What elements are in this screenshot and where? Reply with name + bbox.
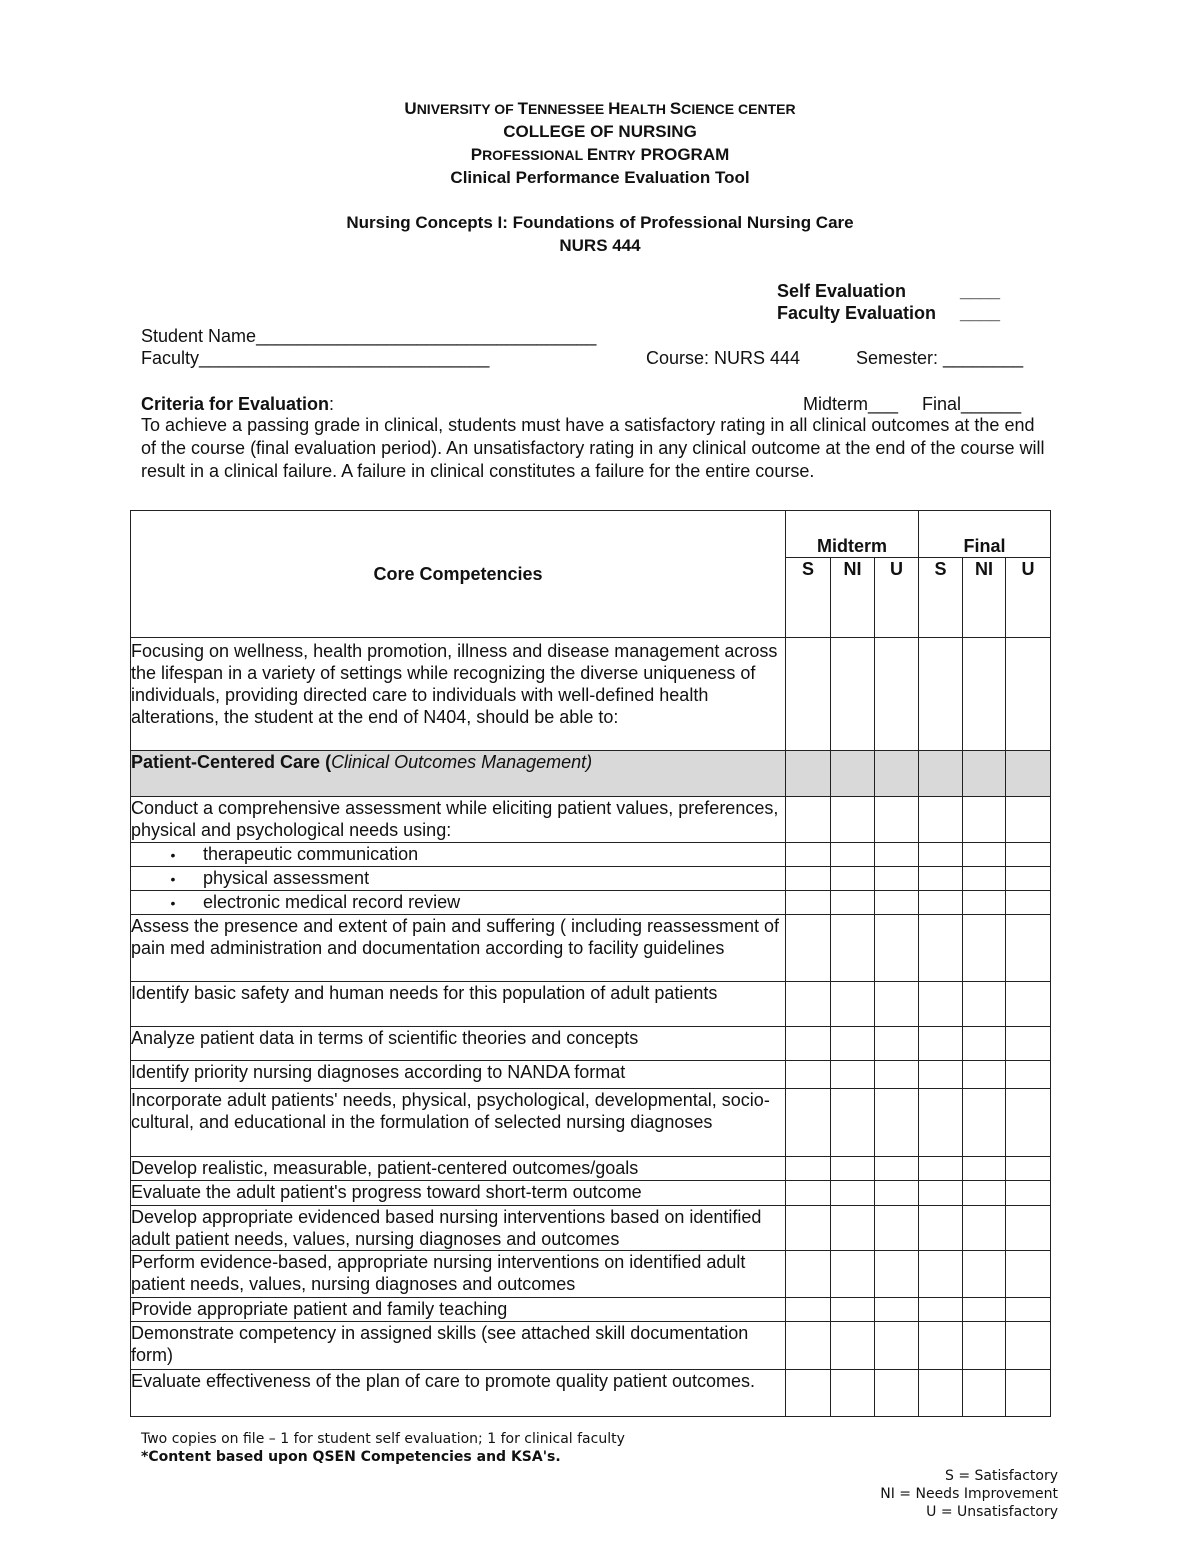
rating-cell[interactable] (786, 843, 831, 867)
rating-cell[interactable] (786, 1322, 831, 1370)
competency-text: Conduct a comprehensive assessment while eliciting patient values, preferences, physical and psychological needs using: (131, 797, 786, 843)
rating-cell[interactable] (1006, 1370, 1051, 1417)
bullet-icon: • (170, 895, 176, 911)
rating-cell[interactable] (1006, 867, 1051, 891)
table-header-row (131, 511, 1051, 558)
final-s-header: S (919, 558, 963, 638)
bullet-icon: • (170, 847, 176, 863)
competency-row (131, 1251, 1051, 1298)
competency-row (131, 982, 1051, 1027)
rating-cell[interactable] (786, 1206, 831, 1251)
univ-initial-t: T (517, 99, 528, 118)
competency-text: Provide appropriate patient and family teaching (131, 1298, 786, 1322)
competency-text: Analyze patient data in terms of scientific theories and concepts (131, 1027, 786, 1061)
shaded-cell (786, 751, 831, 797)
competency-row (131, 797, 1051, 843)
prog-initial-e: E (586, 145, 599, 164)
rating-cell[interactable] (1006, 1206, 1051, 1251)
rating-cell[interactable] (1006, 1298, 1051, 1322)
rating-cell[interactable] (919, 797, 963, 843)
rating-cell[interactable] (963, 867, 1006, 891)
rating-cell[interactable] (1006, 1181, 1051, 1206)
competency-text (131, 867, 786, 891)
rating-cell[interactable] (919, 1061, 963, 1089)
rating-cell[interactable] (919, 915, 963, 982)
criteria-label: Criteria for Evaluation (141, 394, 330, 414)
rating-cell[interactable] (786, 982, 831, 1027)
rating-cell[interactable] (919, 843, 963, 867)
college-name: COLLEGE OF NURSING (503, 122, 697, 141)
competency-text (131, 843, 786, 867)
final-header: Final (919, 511, 1051, 558)
rating-cell[interactable] (919, 1157, 963, 1181)
criteria-text: To achieve a passing grade in clinical, students must have a satisfactory rating in all clinical outcomes at the end of the course (final evaluation period). An unsatisfactory rating in any clinical outcome at the end of the course will result in a clinical failure. A failure in clinical constitutes a failure for the entire course. (141, 415, 1045, 481)
rating-cell[interactable] (875, 1157, 919, 1181)
rating-cell[interactable] (875, 1206, 919, 1251)
rating-cell[interactable] (919, 982, 963, 1027)
rating-cell[interactable] (786, 1157, 831, 1181)
competencies-table (130, 510, 1051, 1417)
univ-part-2: ENNESSEE (527, 101, 609, 117)
rating-cell[interactable] (875, 1181, 919, 1206)
legend-satisfactory: S = Satisfactory (945, 1468, 1058, 1484)
rating-cell[interactable] (919, 1322, 963, 1370)
rating-cell[interactable] (1006, 1251, 1051, 1298)
rating-cell[interactable] (875, 1089, 919, 1157)
faculty-field[interactable]: Faculty_____________________________ (141, 348, 490, 368)
rating-cell[interactable] (831, 1181, 875, 1206)
rating-cell[interactable] (963, 1157, 1006, 1181)
criteria-colon: : (329, 394, 335, 414)
rating-cell[interactable] (831, 982, 875, 1027)
rating-cell[interactable] (1006, 1027, 1051, 1061)
course-title: Nursing Concepts I: Foundations of Professional Nursing Care (346, 213, 854, 232)
rating-cell[interactable] (963, 915, 1006, 982)
faculty-evaluation-blank[interactable]: ____ (960, 303, 1001, 323)
competency-text: Demonstrate competency in assigned skills (see attached skill documentation form) (131, 1322, 786, 1370)
rating-cell[interactable] (1006, 843, 1051, 867)
intro-row (131, 638, 1051, 751)
competency-row (131, 1322, 1051, 1370)
tool-title: Clinical Performance Evaluation Tool (450, 168, 750, 187)
rating-cell[interactable] (831, 797, 875, 843)
prog-initial-p: P (470, 145, 483, 164)
rating-cell[interactable] (786, 638, 831, 751)
rating-cell[interactable] (831, 638, 875, 751)
univ-initial-u: U (404, 99, 417, 118)
univ-part-1: NIVERSITY OF (416, 101, 518, 117)
competency-label: electronic medical record review (203, 892, 461, 912)
rating-cell[interactable] (786, 1027, 831, 1061)
univ-part-4: CIENCE CENTER (681, 101, 796, 117)
self-evaluation-blank[interactable]: ____ (960, 281, 1001, 301)
rating-cell[interactable] (963, 1089, 1006, 1157)
rating-cell[interactable] (831, 867, 875, 891)
competency-text: Evaluate effectiveness of the plan of care to promote quality patient outcomes. (131, 1370, 786, 1417)
copies-note: Two copies on file – 1 for student self evaluation; 1 for clinical faculty (141, 1431, 625, 1447)
rating-cell[interactable] (919, 638, 963, 751)
rating-cell[interactable] (786, 1298, 831, 1322)
rating-cell[interactable] (1006, 1061, 1051, 1089)
criteria-heading (141, 393, 334, 415)
rating-cell[interactable] (963, 1061, 1006, 1089)
competency-row (131, 1089, 1051, 1157)
rating-cell[interactable] (919, 1370, 963, 1417)
competency-row (131, 1206, 1051, 1251)
section-title-italic: Clinical Outcomes Management) (331, 752, 593, 772)
competency-text (131, 891, 786, 915)
course-code: NURS 444 (559, 236, 641, 255)
rating-cell[interactable] (963, 1322, 1006, 1370)
faculty-evaluation-label: Faculty Evaluation (777, 303, 937, 323)
midterm-marker[interactable]: Midterm___ (803, 394, 899, 414)
rating-cell[interactable] (875, 1251, 919, 1298)
rating-cell[interactable] (831, 1089, 875, 1157)
competency-row (131, 1181, 1051, 1206)
rating-cell[interactable] (875, 638, 919, 751)
univ-part-3: EALTH (620, 101, 670, 117)
rating-cell[interactable] (831, 1027, 875, 1061)
rating-cell[interactable] (831, 1370, 875, 1417)
rating-cell[interactable] (786, 1061, 831, 1089)
bullet-competency-row (131, 843, 1051, 867)
rating-cell[interactable] (1006, 915, 1051, 982)
bullet-competency-row (131, 867, 1051, 891)
rating-cell[interactable] (1006, 982, 1051, 1027)
rating-cell[interactable] (831, 1298, 875, 1322)
rating-cell[interactable] (786, 797, 831, 843)
rating-cell[interactable] (875, 1061, 919, 1089)
competency-rows (131, 797, 1051, 1417)
rating-cell[interactable] (919, 1181, 963, 1206)
rating-cell[interactable] (1006, 1089, 1051, 1157)
rating-cell[interactable] (919, 1298, 963, 1322)
shaded-cell (831, 751, 875, 797)
competency-text: Incorporate adult patients' needs, physical, psychological, developmental, socio- cultural, and educational in the formulation of selected nursing diagnoses (131, 1089, 786, 1157)
competency-row (131, 1027, 1051, 1061)
section-title-bold: Patient-Centered Care (131, 752, 326, 772)
rating-cell[interactable] (875, 867, 919, 891)
rating-cell[interactable] (786, 1181, 831, 1206)
rating-cell[interactable] (963, 1370, 1006, 1417)
rating-cell[interactable] (919, 1251, 963, 1298)
rating-cell[interactable] (786, 891, 831, 915)
intro-text: Focusing on wellness, health promotion, illness and disease management across the lifespan in a variety of settings while recognizing the diverse uniqueness of individuals, providing directed care to individuals with well-defined health alterations, the student at the end of N404, should be able to: (131, 638, 786, 751)
competency-text: Evaluate the adult patient's progress toward short-term outcome (131, 1181, 786, 1206)
rating-cell[interactable] (963, 1027, 1006, 1061)
qsen-note: *Content based upon QSEN Competencies and KSA's. (141, 1449, 561, 1465)
competency-text: Perform evidence-based, appropriate nursing interventions on identified adult patient needs, values, nursing diagnoses and outcomes (131, 1251, 786, 1298)
rating-cell[interactable] (1006, 1157, 1051, 1181)
rating-cell[interactable] (875, 1027, 919, 1061)
rating-cell[interactable] (831, 1322, 875, 1370)
section-row (131, 751, 1051, 797)
final-marker[interactable]: Final______ (922, 394, 1022, 414)
rating-cell[interactable] (963, 1206, 1006, 1251)
core-competencies-header: Core Competencies (131, 511, 786, 638)
rating-cell[interactable] (786, 1370, 831, 1417)
competency-label: therapeutic communication (203, 844, 419, 864)
competency-row (131, 915, 1051, 982)
bullet-competency-row (131, 891, 1051, 915)
section-title (131, 751, 786, 797)
competency-row (131, 1370, 1051, 1417)
course-field: Course: NURS 444 (646, 348, 801, 368)
rating-cell[interactable] (831, 1251, 875, 1298)
rating-cell[interactable] (963, 1181, 1006, 1206)
rating-cell[interactable] (875, 843, 919, 867)
rating-cell[interactable] (831, 915, 875, 982)
midterm-header: Midterm (786, 511, 919, 558)
prog-part-1: ROFESSIONAL (482, 147, 587, 163)
rating-cell[interactable] (963, 1251, 1006, 1298)
rating-cell[interactable] (963, 982, 1006, 1027)
rating-cell[interactable] (831, 891, 875, 915)
shaded-cell (875, 751, 919, 797)
rating-cell[interactable] (786, 1251, 831, 1298)
rating-cell[interactable] (875, 915, 919, 982)
univ-initial-s: S (669, 99, 682, 118)
rating-cell[interactable] (1006, 797, 1051, 843)
midterm-s-header: S (786, 558, 831, 638)
rating-cell[interactable] (1006, 638, 1051, 751)
univ-initial-h: H (608, 99, 621, 118)
rating-cell[interactable] (875, 891, 919, 915)
prog-part-3: PROGRAM (635, 145, 730, 164)
midterm-ni-header: NI (831, 558, 875, 638)
rating-cell[interactable] (831, 1061, 875, 1089)
shaded-cell (1006, 751, 1051, 797)
shaded-cell (963, 751, 1006, 797)
rating-cell[interactable] (875, 1298, 919, 1322)
prog-part-2: NTRY (598, 147, 636, 163)
competency-label: physical assessment (203, 868, 370, 888)
rating-cell[interactable] (919, 1089, 963, 1157)
student-name-field[interactable]: Student Name__________________________________ (141, 326, 597, 346)
shaded-cell (919, 751, 963, 797)
final-ni-header: NI (963, 558, 1006, 638)
section-title-paren: ( (325, 752, 332, 772)
competency-row (131, 1061, 1051, 1089)
rating-cell[interactable] (1006, 1322, 1051, 1370)
competency-text: Identify priority nursing diagnoses according to NANDA format (131, 1061, 786, 1089)
rating-cell[interactable] (963, 638, 1006, 751)
competency-text: Develop appropriate evidenced based nursing interventions based on identified adult patient needs, values, nursing diagnoses and outcomes (131, 1206, 786, 1251)
bullet-icon: • (170, 871, 176, 887)
rating-cell[interactable] (875, 1370, 919, 1417)
rating-cell[interactable] (963, 891, 1006, 915)
competency-row (131, 1157, 1051, 1181)
rating-cell[interactable] (919, 1027, 963, 1061)
rating-cell[interactable] (875, 797, 919, 843)
rating-cell[interactable] (786, 915, 831, 982)
rating-cell[interactable] (919, 867, 963, 891)
rating-cell[interactable] (919, 891, 963, 915)
self-evaluation-label: Self Evaluation (777, 281, 907, 301)
rating-cell[interactable] (831, 1157, 875, 1181)
university-name (0, 98, 1200, 120)
rating-cell[interactable] (963, 843, 1006, 867)
legend-needs-improvement: NI = Needs Improvement (880, 1486, 1058, 1502)
rating-cell[interactable] (786, 1089, 831, 1157)
rating-cell[interactable] (831, 843, 875, 867)
competency-text: Develop realistic, measurable, patient-centered outcomes/goals (131, 1157, 786, 1181)
midterm-u-header: U (875, 558, 919, 638)
rating-cell[interactable] (875, 1322, 919, 1370)
rating-cell[interactable] (875, 982, 919, 1027)
rating-cell[interactable] (963, 797, 1006, 843)
program-name (0, 144, 1200, 166)
final-u-header: U (1006, 558, 1051, 638)
semester-field[interactable]: Semester: ________ (856, 348, 1024, 368)
rating-cell[interactable] (1006, 891, 1051, 915)
rating-cell[interactable] (919, 1206, 963, 1251)
rating-cell[interactable] (831, 1206, 875, 1251)
competency-text: Assess the presence and extent of pain and suffering ( including reassessment of pain med administration and documentation according to facility guidelines (131, 915, 786, 982)
competency-text: Identify basic safety and human needs for this population of adult patients (131, 982, 786, 1027)
rating-cell[interactable] (963, 1298, 1006, 1322)
competency-row (131, 1298, 1051, 1322)
rating-cell[interactable] (786, 867, 831, 891)
legend-unsatisfactory: U = Unsatisfactory (926, 1504, 1058, 1520)
